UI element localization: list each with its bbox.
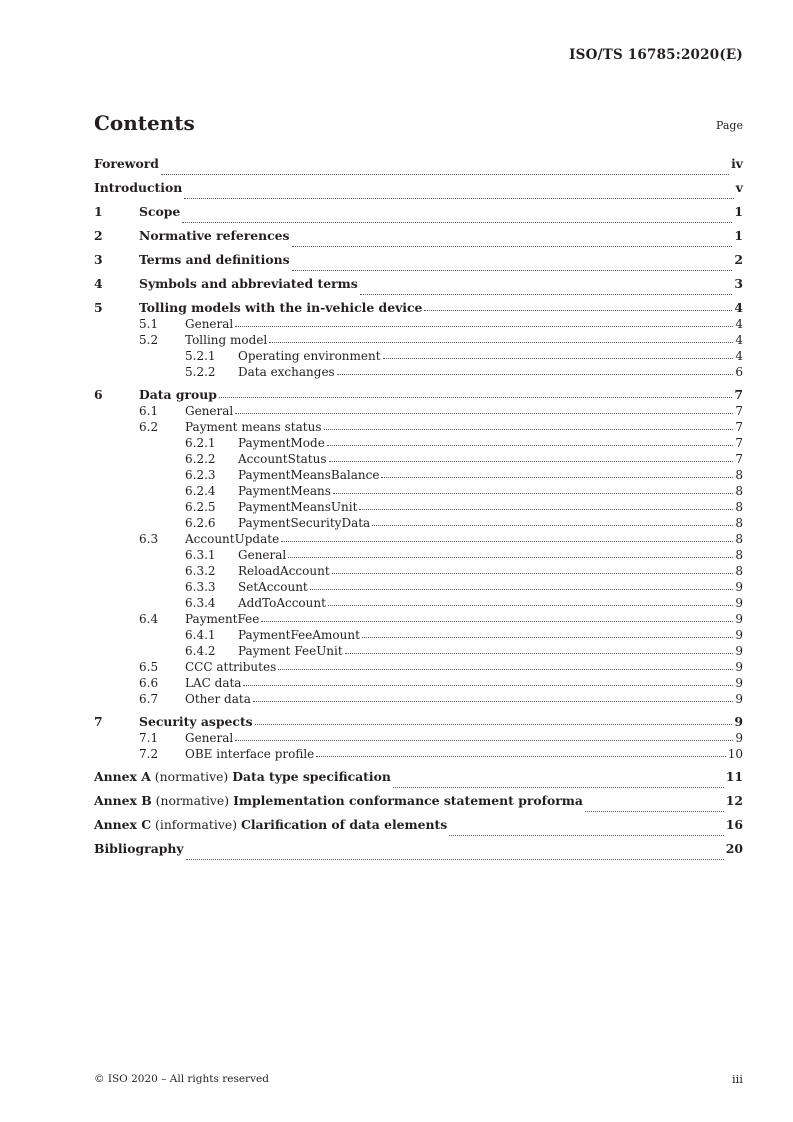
dot-leader bbox=[278, 668, 733, 670]
toc-section-number: 5.2.2 bbox=[185, 365, 216, 379]
toc-page-number: 9 bbox=[735, 628, 743, 642]
toc-entry-6-2-6[interactable] bbox=[94, 515, 743, 531]
toc-page-number: 3 bbox=[734, 276, 743, 291]
toc-entry-text: PaymentMeansBalance bbox=[238, 468, 380, 482]
dot-leader bbox=[332, 572, 734, 574]
toc-page-number: 4 bbox=[735, 317, 743, 331]
toc-page-number: 9 bbox=[735, 660, 743, 674]
toc-section-number: 5.1 bbox=[139, 317, 159, 331]
toc-entry-text: Operating environment bbox=[238, 349, 381, 363]
toc-section-number: 6.4.2 bbox=[185, 644, 216, 658]
toc-page-number: 8 bbox=[735, 468, 743, 482]
toc-entry-text: Scope bbox=[139, 204, 181, 219]
toc-page-number: 9 bbox=[735, 580, 743, 594]
page-title: Contents bbox=[94, 111, 195, 135]
toc-section-number: 6.3.3 bbox=[185, 580, 216, 594]
dot-leader bbox=[253, 700, 734, 702]
table-of-contents bbox=[94, 156, 743, 865]
toc-page-number: 4 bbox=[735, 333, 743, 347]
toc-entry-annex-a[interactable] bbox=[94, 769, 743, 793]
toc-section-number: 2 bbox=[94, 228, 103, 243]
toc-section-number: 6.2.1 bbox=[185, 436, 216, 450]
page-number: iii bbox=[731, 1072, 743, 1086]
dot-leader bbox=[359, 508, 733, 510]
dot-leader bbox=[383, 357, 734, 359]
toc-entry-6-2-1[interactable] bbox=[94, 435, 743, 451]
toc-page-number: 7 bbox=[735, 404, 743, 418]
dot-leader bbox=[292, 245, 733, 247]
toc-entry-text: PaymentMeans bbox=[238, 484, 331, 498]
toc-entry-text: Foreword bbox=[94, 156, 159, 171]
dot-leader bbox=[288, 556, 733, 558]
annex-kind: (normative) bbox=[155, 793, 230, 808]
toc-entry-6-5[interactable] bbox=[94, 659, 743, 675]
dot-leader bbox=[345, 652, 734, 654]
dot-leader bbox=[235, 739, 733, 741]
toc-entry-terms-definitions[interactable] bbox=[94, 252, 743, 276]
toc-entry-text: AddToAccount bbox=[238, 596, 326, 610]
dot-leader bbox=[243, 684, 733, 686]
toc-section-6 bbox=[94, 387, 743, 707]
toc-entry-text: General bbox=[185, 404, 234, 418]
toc-entry-5-2[interactable] bbox=[94, 332, 743, 348]
toc-page-number: 8 bbox=[735, 564, 743, 578]
toc-entry-6-2-4[interactable] bbox=[94, 483, 743, 499]
toc-entry-normative-references[interactable] bbox=[94, 228, 743, 252]
dot-leader bbox=[219, 396, 732, 398]
toc-page-number: 9 bbox=[735, 692, 743, 706]
annex-title: Data type specification bbox=[232, 769, 391, 784]
toc-entry-text: PaymentMode bbox=[238, 436, 325, 450]
annex-title: Implementation conformance statement proforma bbox=[233, 793, 583, 808]
toc-page-number: v bbox=[735, 180, 743, 195]
dot-leader bbox=[424, 309, 732, 311]
toc-entry-6-3-2[interactable] bbox=[94, 563, 743, 579]
toc-page-number: 9 bbox=[735, 596, 743, 610]
toc-page-number: 9 bbox=[734, 714, 743, 729]
dot-leader bbox=[333, 492, 733, 494]
toc-entry-annex-c[interactable] bbox=[94, 817, 743, 841]
toc-entry-text: Terms and definitions bbox=[139, 252, 290, 267]
toc-page-number: 8 bbox=[735, 500, 743, 514]
toc-section-number: 3 bbox=[94, 252, 103, 267]
toc-section-number: 6.6 bbox=[139, 676, 159, 690]
toc-section-number: 5.2 bbox=[139, 333, 159, 347]
dot-leader bbox=[585, 810, 724, 812]
dot-leader bbox=[329, 460, 734, 462]
toc-entry-text: PaymentFee bbox=[185, 612, 260, 626]
toc-entry-6-3[interactable] bbox=[94, 531, 743, 547]
toc-entry-text: Symbols and abbreviated terms bbox=[139, 276, 358, 291]
toc-entry-foreword[interactable] bbox=[94, 156, 743, 180]
dot-leader bbox=[316, 755, 725, 757]
toc-section-number: 6.3 bbox=[139, 532, 159, 546]
toc-page-number: 8 bbox=[735, 548, 743, 562]
dot-leader bbox=[261, 620, 733, 622]
dot-leader bbox=[337, 373, 734, 375]
toc-entry-text: PaymentMeansUnit bbox=[238, 500, 358, 514]
dot-leader bbox=[182, 221, 732, 223]
toc-entry-text: Payment means status bbox=[185, 420, 322, 434]
toc-entry-text: OBE interface profile bbox=[185, 747, 315, 761]
toc-section-number: 6.4.1 bbox=[185, 628, 216, 642]
toc-section-number: 7.2 bbox=[139, 747, 159, 761]
toc-section-number: 6.3.1 bbox=[185, 548, 216, 562]
toc-entry-text: Payment FeeUnit bbox=[238, 644, 343, 658]
toc-section-number: 6.2.6 bbox=[185, 516, 216, 530]
toc-section-number: 6.2.2 bbox=[185, 452, 216, 466]
toc-page-number: 20 bbox=[725, 841, 743, 856]
toc-section-number: 1 bbox=[94, 204, 103, 219]
toc-entry-6-4-1[interactable] bbox=[94, 627, 743, 643]
page-column-label: Page bbox=[715, 119, 743, 132]
toc-entry-5-2-1[interactable] bbox=[94, 348, 743, 364]
toc-entry-text: Tolling models with the in-vehicle device bbox=[139, 300, 423, 315]
toc-section-7 bbox=[94, 714, 743, 762]
toc-page-number: 9 bbox=[735, 644, 743, 658]
toc-entry-data-group[interactable] bbox=[94, 387, 743, 403]
dot-leader bbox=[161, 173, 729, 175]
toc-entry-text: General bbox=[185, 731, 234, 745]
toc-page-number: 16 bbox=[725, 817, 743, 832]
toc-entry-text: Other data bbox=[185, 692, 251, 706]
toc-entry-text: Security aspects bbox=[139, 714, 253, 729]
toc-section-number: 5 bbox=[94, 300, 103, 315]
dot-leader bbox=[235, 412, 733, 414]
toc-section-number: 6.4 bbox=[139, 612, 159, 626]
toc-entry-6-7[interactable] bbox=[94, 691, 743, 707]
dot-leader bbox=[235, 325, 733, 327]
toc-entry-6-2[interactable] bbox=[94, 419, 743, 435]
annex-label: Annex A bbox=[94, 769, 151, 784]
toc-entry-text: PaymentSecurityData bbox=[238, 516, 371, 530]
dot-leader bbox=[393, 786, 724, 788]
toc-section-number: 6.1 bbox=[139, 404, 159, 418]
toc-entry-6-3-3[interactable] bbox=[94, 579, 743, 595]
toc-section-number: 4 bbox=[94, 276, 103, 291]
annex-kind: (normative) bbox=[154, 769, 229, 784]
toc-page-number: 9 bbox=[735, 731, 743, 745]
toc-entry-text: General bbox=[185, 317, 234, 331]
toc-entry-security-aspects[interactable] bbox=[94, 714, 743, 730]
toc-entry-6-2-3[interactable] bbox=[94, 467, 743, 483]
toc-section-number: 5.2.1 bbox=[185, 349, 216, 363]
toc-entry-7-1[interactable] bbox=[94, 730, 743, 746]
dot-leader bbox=[360, 293, 733, 295]
toc-page-number: 4 bbox=[734, 300, 743, 315]
toc-entry-text: Data exchanges bbox=[238, 365, 335, 379]
toc-page-number: 7 bbox=[735, 420, 743, 434]
dot-leader bbox=[327, 444, 734, 446]
toc-page-number: 2 bbox=[734, 252, 743, 267]
toc-entry-text: Bibliography bbox=[94, 841, 184, 856]
dot-leader bbox=[328, 604, 733, 606]
toc-entry-text: Normative references bbox=[139, 228, 290, 243]
dot-leader bbox=[186, 858, 724, 860]
toc-page-number: 1 bbox=[734, 204, 743, 219]
dot-leader bbox=[381, 476, 733, 478]
copyright-notice: © ISO 2020 – All rights reserved bbox=[94, 1073, 269, 1085]
toc-entry-text: AccountStatus bbox=[238, 452, 327, 466]
toc-entry-introduction[interactable] bbox=[94, 180, 743, 204]
toc-page-number: 6 bbox=[735, 365, 743, 379]
dot-leader bbox=[372, 524, 733, 526]
toc-entry-6-1[interactable] bbox=[94, 403, 743, 419]
annex-kind: (informative) bbox=[155, 817, 238, 832]
dot-leader bbox=[449, 834, 723, 836]
toc-section-5 bbox=[94, 300, 743, 380]
document-id: ISO/TS 16785:2020(E) bbox=[569, 47, 743, 63]
toc-entry-text: General bbox=[238, 548, 287, 562]
toc-section-number: 6.7 bbox=[139, 692, 159, 706]
dot-leader bbox=[184, 197, 734, 199]
toc-entry-6-2-2[interactable] bbox=[94, 451, 743, 467]
toc-entry-text: AccountUpdate bbox=[185, 532, 280, 546]
toc-entry-text: Tolling model bbox=[185, 333, 268, 347]
toc-entry-text: ReloadAccount bbox=[238, 564, 330, 578]
dot-leader bbox=[292, 269, 733, 271]
toc-page-number: 9 bbox=[735, 676, 743, 690]
dot-leader bbox=[255, 723, 733, 725]
toc-page-number: 7 bbox=[735, 452, 743, 466]
annex-title: Clarification of data elements bbox=[240, 817, 448, 832]
toc-entry-text: LAC data bbox=[185, 676, 242, 690]
toc-page-number: 4 bbox=[735, 349, 743, 363]
toc-section-number: 7.1 bbox=[139, 731, 159, 745]
toc-entry-text: Data group bbox=[139, 387, 217, 402]
toc-page-number: 7 bbox=[735, 436, 743, 450]
dot-leader bbox=[269, 341, 733, 343]
toc-entry-scope[interactable] bbox=[94, 204, 743, 228]
toc-page-number: 10 bbox=[727, 747, 743, 761]
toc-section-number: 6.5 bbox=[139, 660, 159, 674]
toc-section-number: 6.3.2 bbox=[185, 564, 216, 578]
annex-label: Annex B bbox=[94, 793, 152, 808]
toc-entry-6-2-5[interactable] bbox=[94, 499, 743, 515]
toc-entry-6-4[interactable] bbox=[94, 611, 743, 627]
toc-section-number: 6.2 bbox=[139, 420, 159, 434]
toc-section-number: 6.2.5 bbox=[185, 500, 216, 514]
toc-entry-text: CCC attributes bbox=[185, 660, 277, 674]
dot-leader bbox=[310, 588, 734, 590]
toc-entry-6-6[interactable] bbox=[94, 675, 743, 691]
toc-entry-text: PaymentFeeAmount bbox=[238, 628, 360, 642]
dot-leader bbox=[362, 636, 733, 638]
toc-entry-6-4-2[interactable] bbox=[94, 643, 743, 659]
toc-entry-6-3-1[interactable] bbox=[94, 547, 743, 563]
toc-entry-annex-b[interactable] bbox=[94, 793, 743, 817]
toc-entry-7-2[interactable] bbox=[94, 746, 743, 762]
toc-section-number: 6.2.3 bbox=[185, 468, 216, 482]
toc-page-number: 11 bbox=[725, 769, 743, 784]
toc-entry-symbols[interactable] bbox=[94, 276, 743, 300]
toc-page-number: 12 bbox=[725, 793, 743, 808]
toc-page-number: 7 bbox=[734, 387, 743, 402]
toc-entry-5-1[interactable] bbox=[94, 316, 743, 332]
toc-entry-tolling-models[interactable] bbox=[94, 300, 743, 316]
toc-page-number: 1 bbox=[734, 228, 743, 243]
toc-entry-5-2-2[interactable] bbox=[94, 364, 743, 380]
toc-section-number: 6 bbox=[94, 387, 103, 402]
toc-page-number: iv bbox=[731, 156, 743, 171]
dot-leader bbox=[281, 540, 733, 542]
dot-leader bbox=[324, 428, 734, 430]
toc-page-number: 8 bbox=[735, 532, 743, 546]
toc-section-number: 6.2.4 bbox=[185, 484, 216, 498]
toc-page-number: 8 bbox=[735, 516, 743, 530]
toc-entry-6-3-4[interactable] bbox=[94, 595, 743, 611]
toc-page-number: 8 bbox=[735, 484, 743, 498]
toc-section-number: 6.3.4 bbox=[185, 596, 216, 610]
toc-entry-text: SetAccount bbox=[238, 580, 308, 594]
toc-section-number: 7 bbox=[94, 714, 103, 729]
annex-label: Annex C bbox=[94, 817, 152, 832]
toc-entry-bibliography[interactable] bbox=[94, 841, 743, 865]
toc-entry-text: Introduction bbox=[94, 180, 183, 195]
toc-page-number: 9 bbox=[735, 612, 743, 626]
